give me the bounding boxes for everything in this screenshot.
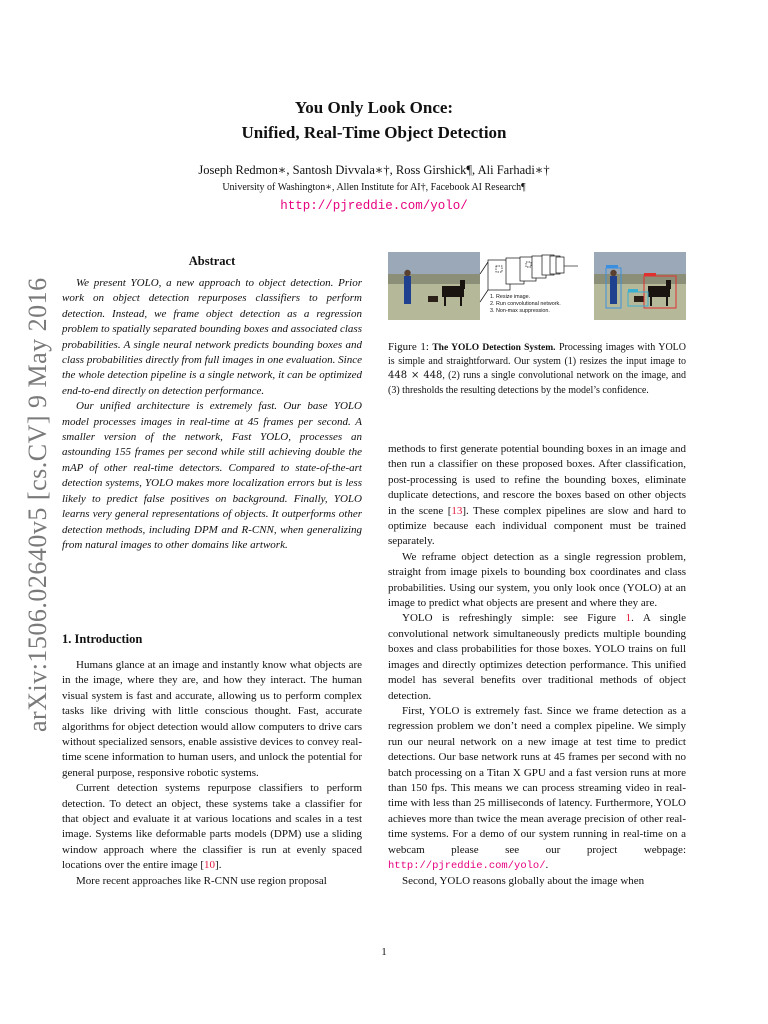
right-paragraph-2: We reframe object detection as a single regression problem, straight from image pixels to bounding box coordinates and class probabilities. Using our system, you only look once (YOLO) at an image to predict what objects are present and where they are. [388,550,686,610]
input-image [388,252,480,320]
figure-reference-link[interactable]: 1 [625,612,632,625]
arxiv-identifier: arXiv:1506.02640v5 [cs.CV] 9 May 2016 [23,277,52,733]
intro-paragraph-3: More recent approaches like R-CNN use region proposal [76,874,327,887]
title-line-2: Unified, Real-Time Object Detection [241,123,507,142]
caption-text-b: , (2) runs a single convolutional network on the image, and (3) thresholds the resulting detections by the model’s confidence. [388,370,686,396]
right-p4-text-b: . [545,858,549,871]
abstract-body [62,276,362,553]
right-p4-text-a: First, YOLO is extremely fast. Since we frame detection as a regression problem we don’t need a complex pipeline. We simply run our neural network on a new image at test time to predict detections. Our base network runs at 45 frames per second with no batch processing on a Titan X GPU and a fast version runs at more than 150 fps. This means we can process streaming video in real-time with less than 25 milliseconds of latency. Furthermore, YOLO achieves more than twice the mean average precision of other real-time systems. For a demo of our system running in real-time on a webcam please see our project webpage: [388,704,686,856]
right-paragraph-5: Second, YOLO reasons globally about the image when [402,875,645,888]
step-resize: 1. Resize image. [490,294,531,300]
right-paragraph-4 [388,704,686,874]
citation-link[interactable]: 13 [451,504,463,517]
person-figure [404,276,411,304]
dog-figure [428,296,438,302]
intro-paragraph-1: Humans glance at an image and instantly know what objects are in the image, where they are, and how they interact. The human visual system is fast and accurate, allowing us to perform complex tasks like driving with little conscious thought. Fast, accurate algorithms for object detection would allow computers to drive cars without specialized sensors, enable assistive devices to convey real-time scene information to human users, and unlock the potential for general purpose, responsive robotic systems. [62,659,362,779]
affiliations: University of Washington∗, Allen Institute for AI†, Facebook AI Research¶ [222,182,526,193]
cnn-layers-diagram [488,255,578,290]
intro-paragraph-2 [62,781,362,873]
title-line-1: You Only Look Once: [294,98,454,117]
intro-p2-text: Current detection systems repurpose classifiers to perform detection. To detect an object, these systems take a classifier for that object and evaluate it at various locations and scales in a test image. Systems like deformable parts models (DPM) use a sliding window approach where the classifier is run at evenly spaced locations over the entire image [ [62,782,362,872]
page-number: 1 [381,946,387,958]
title-block [60,95,688,213]
output-image [594,252,686,320]
step-run-network: 2. Run convolutional network. [490,301,561,307]
step-nms: 3. Non-max suppression. [490,308,550,314]
caption-math: 448 × 448 [388,370,443,382]
abstract-paragraph-2: Our unified architecture is extremely fast. Our base YOLO model processes images in real-time at 45 frames per second. A smaller version of the network, Fast YOLO, processes an astounding 155 frames per second while still achieving double the mAP of other real-time detectors. Compared to state-of-the-art detection systems, YOLO makes more localization errors but is less likely to predict false positives on background. Finally, YOLO learns very general representations of objects. It outperforms other detection methods, including DPM and R-CNN, when generalizing from natural images to other domains like artwork. [62,400,362,551]
right-paragraph-3 [388,611,686,703]
pipeline-steps-text [490,294,561,314]
introduction-body [62,658,362,889]
resize-arrow-icon [480,262,488,302]
figure-label: Figure 1: [388,341,429,353]
abstract-paragraph-1: We present YOLO, a new approach to object detection. Prior work on object detection repurposes classifiers to perform detection. Instead, we frame object detection as a regression problem to spatially separated bounding boxes and associated class probabilities. A single neural network predicts bounding boxes and class probabilities directly from full images in one evaluation. Since the whole detection pipeline is a single network, it can be optimized end-to-end directly on detection performance. [62,277,362,397]
figure-title: The YOLO Detection System. [432,343,556,353]
right-p3-text-a: YOLO is refreshingly simple: see Figure [402,612,626,625]
right-p1-text-a: methods to first generate potential bounding boxes in an image and then run a classifier on these proposed boxes. After classification, post-processing is used to refine the bounding boxes, eliminate duplicate detections, and rescore the boxes based on other objects in the scene [ [388,443,686,517]
caption-text-a: Processing images with YOLO is simple and straightforward. Our system (1) resizes the input image to [388,342,686,368]
figure-1-caption [388,340,686,398]
introduction-heading: 1. Introduction [62,632,143,646]
right-p1-text-b: ]. These complex pipelines are slow and hard to optimize because each individual component must be trained separately. [388,504,686,548]
right-paragraph-1 [388,442,686,550]
abstract-heading: Abstract [188,254,236,268]
author-list: Joseph Redmon∗, Santosh Divvala∗†, Ross Girshick¶, Ali Farhadi∗† [198,163,550,177]
right-p3-text-b: . A single convolutional network simultaneously predicts multiple bounding boxes and class probabilities for those boxes. YOLO trains on full images and directly optimizes detection performance. This unified model has several benefits over traditional methods of object detection. [388,612,687,702]
project-webpage-link[interactable]: http://pjreddie.com/yolo/ [388,859,546,872]
project-url-link[interactable]: http://pjreddie.com/yolo/ [280,199,468,213]
figure-yolo-pipeline [388,252,686,320]
paper-title [60,95,688,145]
intro-p2-end: ]. [215,859,222,872]
right-column-body [388,442,686,890]
citation-link[interactable]: 10 [204,859,216,872]
